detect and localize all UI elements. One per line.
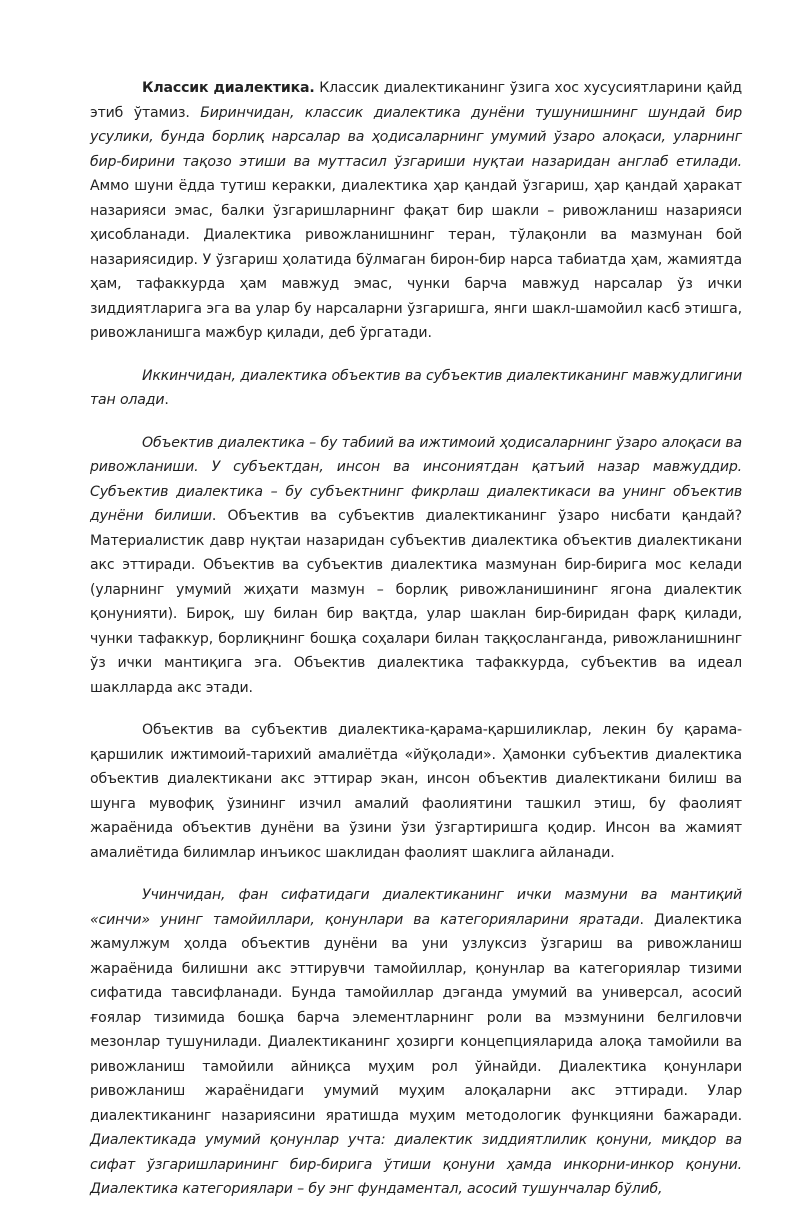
italic-text-run: Иккинчидан, диалектика объектив ва субъектив диалектиканинг мавжудлигини тан олади <box>90 367 742 408</box>
paragraph-classic-dialectics <box>90 76 742 346</box>
paragraph-contradictions <box>90 718 742 865</box>
italic-text-run: Учинчидан, фан сифатидаги диалектиканинг ички мазмуни ва мантиқий «синчи» унинг тамойиллари, қонунлари ва категорияларини яратади <box>90 887 742 928</box>
italic-text-run: Биринчидан, классик диалектика дунёни тушунишнинг шундай бир усулики, бунда борлиқ нарсалар ва ҳодисаларнинг умумий ўзаро алоқаси, уларнинг бир-бирини тақозо этиши ва муттасил ўзгариши нуқтаи назаридан англаб етилади. <box>90 104 742 170</box>
paragraph-objective-dialectics <box>90 431 742 701</box>
text-run: Аммо шуни ёдда тутиш керакки, диалектика ҳар қандай ўзгариш, ҳар қандай ҳаракат назарияси эмас, балки ўзгаришларнинг фақат бир шакли – ривожланиш назарияси ҳисобланади. Диалектика ривожланишнинг теран, тўлақонли ва мазмунан бой назариясидир. У ўзгариш ҳолатида бўлмаган бирон-бир нарса табиатда ҳам, жамиятда ҳам, тафаккурда ҳам мавжуд эмас, чунки барча мавжуд нарсалар ўз ички зиддиятларига эга ва улар бу нарсаларни ўзгаришга, янги шакл-шамойил касб этишга, ривожланишга мажбур қилади, деб ўргатади. <box>90 178 742 341</box>
italic-text-run: Объектив диалектика – бу табиий ва ижтимоий ҳодисаларнинг ўзаро алоқаси ва ривожланиши. У субъектдан, инсон ва инсониятдан қатъий назар мавжуддир. Субъектив диалектика – бу субъектнинг фикрлаш диалектикаси ва унинг объектив дунёни билиши <box>90 434 742 524</box>
paragraph-third-point <box>90 883 742 1202</box>
text-run: . <box>164 392 169 408</box>
text-run: Классик диалектиканинг ўзига хос хусусиятларини қайд этиб ўтамиз. <box>90 80 743 121</box>
document-body <box>90 76 742 1220</box>
italic-text-run: Диалектикада умумий қонунлар учта: диалектик зиддиятлилик қонуни, миқдор ва сифат ўзгаришларининг бир-бирига ўтиши қонуни ҳамда инкорни-инкор қонуни. Диалектика категориялари – бу энг фундаментал, асосий тушунчалар бўлиб, <box>90 1132 742 1197</box>
text-run: . Объектив ва субъектив диалектиканинг ўзаро нисбати қандай? Материалистик давр нуқтаи назаридан субъектив диалектика объектив диалектикани акс эттиради. Объектив ва субъектив диалектика мазмунан бир-бирига мос келади (уларнинг умумий жиҳати мазмун – борлиқ ривожланишининг ягона диалектик қонунияти). Бироқ, шу билан бир вақтда, улар шаклан бир-биридан фарқ қилади, чунки тафаккур, борлиқнинг бошқа соҳалари билан таққосланганда, ривожланишнинг ўз ички мантиқига эга. Объектив диалектика тафаккурда, субъектив ва идеал шаклларда акс этади. <box>90 508 742 696</box>
paragraph-second-point <box>90 364 742 413</box>
text-run: . Диалектика жамулжум ҳолда объектив дунёни ва уни узлуксиз ўзгариш ва ривожланиш жараёнида билишни акс эттирувчи тамойиллар, қонунлар ва категориялар тизими сифатида тавсифланади. Бунда тамойиллар дэганда умумий ва универсал, асосий ғоялар тизимида бошқа барча элементларнинг роли ва мэзмунини белгиловчи мезонлар тушунилади. Диалектиканинг ҳозирги концепцияларида алоқа тамойили ва ривожланиш тамойили айниқса муҳим рол ўйнайди. Диалектика қонунлари ривожланиш жараёнидаги умумий муҳим алоқаларни акс эттиради. Улар диалектиканинг назариясини яратишда муҳим методологик функцияни бажаради. <box>90 911 742 1124</box>
text-run: Объектив ва субъектив диалектика-қарама-қаршиликлар, лекин бу қарама-қаршилик ижтимоий-тарихий амалиётда «йўқолади». Ҳамонки субъектив диалектика объектив диалектикани акс эттирар экан, инсон объектив диалектикани билиш ва шунга мувофиқ ўзининг изчил амалий фаолиятини ташкил этиш, бу фаолият жараёнида объектив дунёни ва ўзини ўзи ўзгартиришга қодир. Инсон ва жамият амалиётида билимлар инъикос шаклидан фаолият шаклига айланади. <box>90 722 742 861</box>
section-heading: Классик диалектика. <box>142 80 315 96</box>
